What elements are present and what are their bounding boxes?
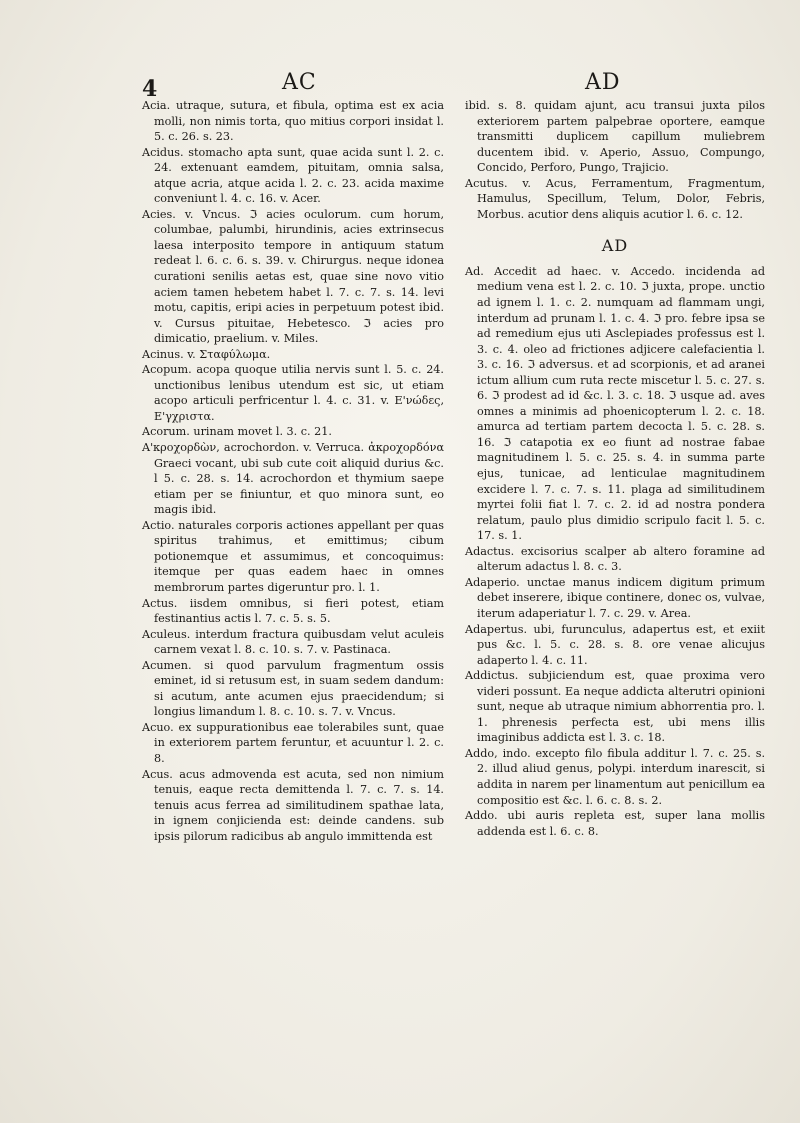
entry-lemma: Adapertus [465, 622, 524, 636]
dictionary-entry [142, 518, 444, 596]
entry-text: , indo. excepto filo fibula additur l. 7. c. 25. s. 2. illud aliud genus, polypi. interdum inarescit, si addita in narem per linamentum aut penicillum ea compositio est &c. l. 6. c. 8. s. 2. [477, 746, 765, 807]
dictionary-entry [465, 176, 765, 223]
entry-lemma: Acus [142, 767, 170, 781]
entry-text: . unctae manus indicem digitum primum debet inserere, ibique continere, donec os, vulvae, iterum adaperiatur l. 7. c. 29. v. Area. [477, 575, 765, 620]
page-number: 4 [142, 76, 158, 102]
dictionary-entry [465, 746, 765, 808]
entry-lemma: Addictus [465, 669, 515, 683]
section-title: AD [601, 236, 629, 256]
dictionary-entry [142, 720, 444, 767]
dictionary-entry [142, 347, 444, 363]
entry-lemma: Adaperio [465, 575, 517, 589]
entry-text: . v. Vncus. ℑ acies oculorum. cum horum, columbae, palumbi, hirundinis, acies extrinsecus laesa interposito tempore in antiquum statum redeat l. 6. c. 6. s. 39. v. Chirurgus. neque idonea curationi senilis aetas est, quae sine novo vitio aciem tamen hebetem habet l. 7. c. 7. s. 14. levi motu, capitis, eripi acies in perpetuum potest ibid. v. Cursus pituitae, Hebetesco. ℑ acies pro dimicatio, praelium. v. Miles. [154, 207, 444, 346]
dictionary-entry [142, 440, 444, 518]
dictionary-entry [142, 658, 444, 720]
right-column [465, 98, 765, 839]
dictionary-entry [465, 808, 765, 839]
dictionary-entry [465, 98, 765, 176]
left-column [142, 98, 444, 844]
dictionary-entry [142, 424, 444, 440]
dictionary-entry [142, 145, 444, 207]
entry-text: . v. Acus, Ferramentum, Fragmentum, Hamulus, Specillum, Telum, Dolor, Febris, Morbus. acutior dens aliquis acutior l. 6. c. 12. [477, 176, 765, 221]
entry-lemma: Ad [465, 264, 481, 278]
dictionary-entry [142, 362, 444, 424]
entry-text: . acus admovenda est acuta, sed non nimium tenuis, eaque recta demittenda l. 7. c. 7. s. 14. tenuis acus ferrea ad similitudinem spathae lata, in ignem conjicienda est: deinde candens. sub ipsis pilorum radicibus ab angulo immittenda est [154, 767, 444, 843]
entry-text: . acopa quoque utilia nervis sunt l. 5. c. 24. unctionibus lenibus utendum est sic, ut etiam acopo articuli perfricentur l. 4. c. 31. v. Ε'νώδες, Ε'γχριστα. [154, 363, 444, 423]
dictionary-entry [142, 596, 444, 627]
entry-lemma: Addo [465, 809, 494, 823]
entry-lemma: Acia [142, 99, 167, 112]
entry-text: . ubi, furunculus, adapertus est, et exiit pus &c. l. 5. c. 28. s. 8. ore venae alicujus adaperto l. 4. c. 11. [477, 622, 765, 667]
dictionary-entry [142, 98, 444, 145]
right-column-top [465, 98, 765, 222]
dictionary-entry [142, 767, 444, 845]
entry-lemma: Addo [465, 746, 495, 760]
right-column-entries [465, 264, 765, 839]
entry-lemma: Adactus [465, 544, 511, 558]
entry-text: , acrochordon. v. Verruca. ἀκροχορδόνα Graeci vocant, ubi sub cute coit aliquid durius &c. l 5. c. 28. s. 14. acrochordon et thymium saepe etiam per se finiuntur, et quo minora sunt, eo magis ibid. [154, 441, 444, 517]
dictionary-entry [142, 627, 444, 658]
entry-text: . ex suppurationibus eae tolerabiles sunt, quae in exteriorem partem feruntur, et acuuntur l. 2. c. 8. [154, 720, 444, 765]
entry-text: . excisorius scalper ab altero foramine ad alterum adactus l. 8. c. 3. [477, 544, 765, 574]
dictionary-entry [465, 575, 765, 622]
entry-lemma: Acopum [142, 363, 189, 377]
entry-lemma: Acuo [142, 720, 171, 734]
entry-lemma: Α'κροχορδὼν [142, 441, 217, 455]
entry-lemma: Actio [142, 518, 171, 532]
entry-text: . Accedit ad haec. v. Accedo. incidenda ad medium vena est l. 2. c. 10. ℑ juxta, prope. unctio ad ignem l. 1. c. 2. numquam ad flammam ungi, interdum ad prunam l. 1. c. 4. ℑ pro. febre ipsa se ad remedium ejus uti Asclepiades professus est l. 3. c. 4. oleo ad frictiones adjicere calefacientia l. 3. c. 16. ℑ adversus. et ad scorpionis, et ad aranei ictum allium cum ruta recte miscetur l. 5. c. 27. s. 6. ℑ prodest ad id &c. l. 3. c. 18. ℑ usque ad. aves omnes a minimis ad phoenicopterum l. 2. c. 18. amurca ad tertiam partem decocta l. 5. c. 28. s. 16. ℑ catapotia ex eo fiunt ad nostrae fabae magnitudinem l. 5. c. 25. s. 4. in summa parte ejus, tunicae, ad lenticulae magnitudinem excidere l. 7. c. 7. s. 11. plaga ad similitudinem myrtei folii fiat l. 7. c. 2. id ad nostra pondera relatum, paulo plus dimidio scripulo facit l. 5. c. 17. s. 1. [477, 264, 765, 543]
entry-lemma: Acutus [465, 176, 504, 190]
entry-text: . naturales corporis actiones appellant per quas spiritus trahimus, et emittimus; cibum potionemque et assumimus, et concoquimus: itemque per quas eadem haec in omnes membrorum partes digeruntur pro. l. 1. [154, 518, 444, 594]
entry-lemma: Acumen [142, 658, 188, 672]
entry-text: . v. Σταφύλωμα. [180, 347, 271, 361]
entry-text: . urinam movet l. 3. c. 21. [186, 425, 332, 439]
entry-lemma: Acies [142, 207, 173, 221]
running-head-right: AD [585, 70, 621, 95]
entry-lemma: Acinus [142, 347, 181, 361]
dictionary-entry [465, 544, 765, 575]
entry-text: ibid. s. 8. quidam ajunt, acu transui juxta pilos exteriorem partem palpebrae oportere, eamque transmitti duplicem capillum muliebrem ducentem ibid. v. Aperio, Assuo, Compungo, Concido, Perforo, Pungo, Trajicio. [465, 99, 765, 175]
dictionary-entry [465, 622, 765, 669]
running-head-left: AC [282, 70, 317, 95]
entry-text: . interdum fractura quibusdam velut aculeis carnem vexat l. 8. c. 10. s. 7. v. Pastinaca. [154, 627, 444, 657]
entry-lemma: Acorum [142, 425, 187, 439]
dictionary-entry [465, 264, 765, 544]
dictionary-entry [465, 668, 765, 746]
entry-lemma: Actus [142, 596, 174, 610]
entry-text: . iisdem omnibus, si fieri potest, etiam festinantius actis l. 7. c. 5. s. 5. [154, 596, 444, 626]
entry-text: . utraque, sutura, et fibula, optima est ex acia molli, non nimis torta, quo mitius corpori insidat l. 5. c. 26. s. 23. [154, 99, 444, 144]
entry-lemma: Aculeus [142, 627, 187, 641]
dictionary-entry [142, 207, 444, 347]
entry-text: . subjiciendum est, quae proxima vero videri possunt. Ea neque addicta alterutri opinioni sunt, neque ab utraque nimium abhorrentia pro. l. 1. phrenesis perfecta est, ubi mens illis imaginibus addicta est l. 3. c. 18. [477, 669, 765, 745]
entry-text: . ubi auris repleta est, super lana mollis addenda est l. 6. c. 8. [477, 809, 765, 838]
entry-text: . stomacho apta sunt, quae acida sunt l. 2. c. 24. extenuant eamdem, pituitam, omnia salsa, atque acria, atque acida l. 2. c. 23. acida maxime conveniunt l. 4. c. 16. v. Acer. [154, 145, 444, 206]
entry-text: . si quod parvulum fragmentum ossis eminet, id si retusum est, in suam sedem dandum: si acutum, ante acumen ejus praecidendum; si longius limandum l. 8. c. 10. s. 7. v. Vncus. [154, 658, 444, 719]
entry-lemma: Acidus [142, 145, 181, 159]
